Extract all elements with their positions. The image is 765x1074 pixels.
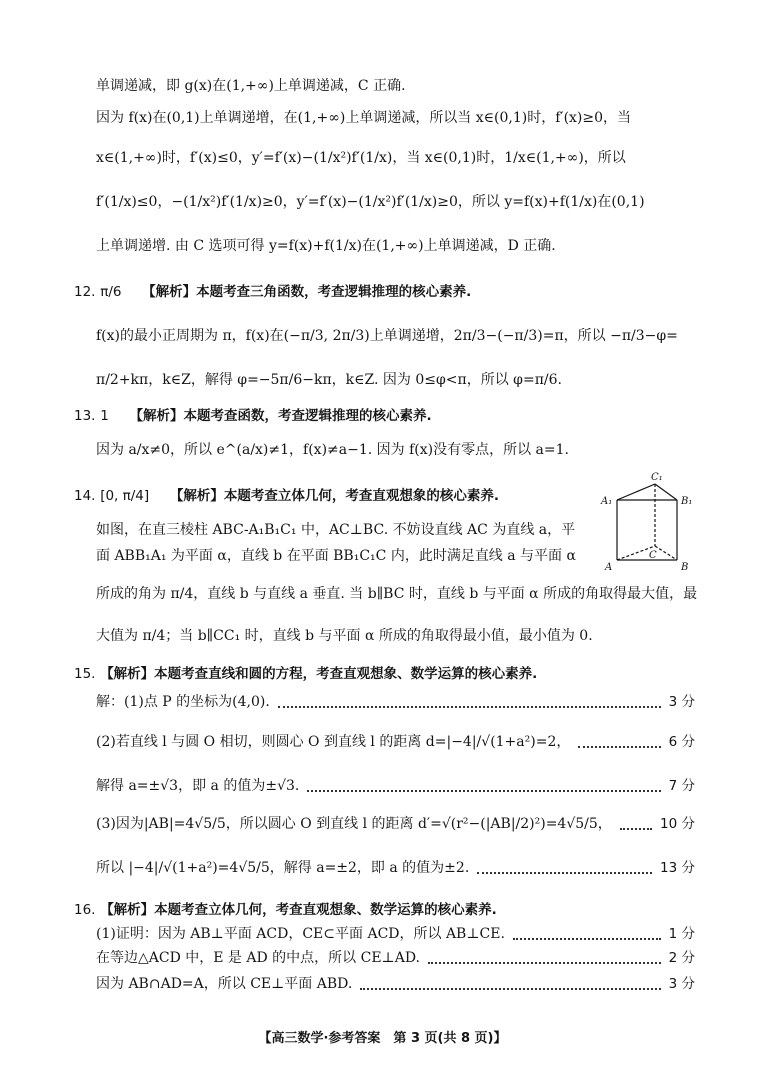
q16-row	[96, 948, 695, 968]
q15-row	[96, 732, 695, 752]
q15-row-score: 7 分	[668, 778, 695, 794]
leader-dots	[307, 780, 660, 792]
q15-row-score: 6 分	[668, 734, 695, 750]
q13-number: 13.	[74, 408, 96, 424]
q13-header-line	[74, 406, 695, 426]
q15-row	[96, 776, 695, 796]
edge-cb	[655, 546, 677, 560]
q16-row	[96, 924, 695, 944]
text-line: 单调递减，即 g(x)在(1,+∞)上单调递减，C 正确.	[96, 78, 406, 94]
leader-dots	[513, 928, 661, 940]
label-b1: B₁	[681, 496, 693, 507]
q16-number: 16.	[74, 902, 96, 918]
q14-answer: [0, π/4]	[100, 488, 150, 504]
q14-line: 所成的角为 π/4，直线 b 与直线 a 垂直. 当 b∥BC 时，直线 b 与平面 α 所成的角取得最大值，最	[96, 586, 698, 602]
q16-row-text: (1)证明：因为 AB⊥平面 ACD，CE⊂平面 ACD，所以 AB⊥CE.	[96, 926, 505, 942]
q15-row	[96, 814, 695, 834]
q12-header-line	[74, 282, 695, 302]
q15-row-text: (2)若直线 l 与圆 O 相切，则圆心 O 到直线 l 的距离 d=|−4|/√(1+a²)=2，	[96, 734, 571, 750]
q15-row-text: 解得 a=±√3，即 a 的值为±√3.	[96, 778, 300, 794]
q15-number: 15.	[74, 666, 96, 682]
label-a1: A₁	[601, 496, 613, 507]
q13-answer: 1	[100, 408, 109, 424]
text-line: 上单调递增. 由 C 选项可得 y=f(x)+f(1/x)在(1,+∞)上单调递减，D 正确.	[96, 238, 556, 254]
edge-a1c1	[617, 484, 655, 500]
q12-number: 12.	[74, 284, 96, 300]
q12-line: π/2+kπ，k∈Z，解得 φ=−5π/6−kπ，k∈Z. 因为 0≤φ<π，所以 φ=π/6.	[96, 372, 562, 388]
q12-line: f(x)的最小正周期为 π，f(x)在(−π/3, 2π/3)上单调递增，2π/3−(−π/3)=π，所以 −π/3−φ=	[96, 328, 678, 344]
q16-row-text: 在等边△ACD 中，E 是 AD 的中点，所以 CE⊥AD.	[96, 950, 421, 966]
label-a: A	[605, 562, 613, 573]
page-footer: 【高三数学·参考答案 第 3 页(共 8 页)】	[258, 1031, 507, 1046]
q16-header: 【解析】本题考查立体几何，考查直观想象、数学运算的核心素养.	[100, 902, 497, 918]
label-b: B	[681, 562, 689, 573]
q13-line: 因为 a/x≠0，所以 e^(a/x)≠1，f(x)≠a−1. 因为 f(x)没有零点，所以 a=1.	[96, 442, 569, 458]
text-line: f′(1/x)≤0，−(1/x²)f′(1/x)≥0，y′=f′(x)−(1/x²)f′(1/x)≥0，所以 y=f(x)+f(1/x)在(0,1)	[96, 194, 645, 210]
q15-row-score: 10 分	[660, 816, 695, 832]
q15-header: 【解析】本题考查直线和圆的方程，考查直观想象、数学运算的核心素养.	[100, 666, 538, 682]
q15-header-line	[74, 664, 695, 684]
prism-figure	[597, 470, 697, 580]
label-c: C	[649, 550, 657, 561]
leader-dots	[428, 952, 661, 964]
q14-line: 如图，在直三棱柱 ABC-A₁B₁C₁ 中，AC⊥BC. 不妨设直线 AC 为直线 a，平	[96, 522, 576, 538]
q16-row-text: 因为 AB∩AD=A，所以 CE⊥平面 ABD.	[96, 976, 353, 992]
q16-row	[96, 974, 695, 994]
q14-line: 面 ABB₁A₁ 为平面 α，直线 b 在平面 BB₁C₁C 内，此时满足直线 a 与平面 α	[96, 548, 576, 564]
leader-dots	[578, 736, 660, 748]
q16-row-score: 1 分	[668, 926, 695, 942]
text-line: x∈(1,+∞)时，f′(x)≤0，y′=f′(x)−(1/x²)f′(1/x)，当 x∈(0,1)时，1/x∈(1,+∞)，所以	[96, 150, 626, 166]
q15-row	[96, 858, 695, 878]
q12-header: 【解析】本题考查三角函数，考查逻辑推理的核心素养.	[142, 284, 472, 300]
q15-row-score: 3 分	[668, 694, 695, 710]
leader-dots	[360, 978, 660, 990]
q14-number: 14.	[74, 488, 96, 504]
q15-row-text: 解：(1)点 P 的坐标为(4,0).	[96, 694, 270, 710]
q16-header-line	[74, 900, 695, 920]
edge-c1b1	[655, 484, 677, 500]
q12-answer: π/6	[100, 284, 122, 300]
q15-row-score: 13 分	[660, 860, 695, 876]
leader-dots	[278, 696, 661, 708]
q16-row-score: 3 分	[668, 976, 695, 992]
q15-row	[96, 692, 695, 712]
leader-dots	[620, 818, 652, 830]
q15-row-text: (3)因为|AB|=4√5/5，所以圆心 O 到直线 l 的距离 d′=√(r²−(|AB|/2)²)=4√5/5，	[96, 816, 612, 832]
q13-header: 【解析】本题考查函数，考查逻辑推理的核心素养.	[129, 408, 432, 424]
label-c1: C₁	[651, 472, 663, 483]
text-line: 因为 f(x)在(0,1)上单调递增，在(1,+∞)上单调递减，所以当 x∈(0,1)时，f′(x)≥0，当	[96, 110, 632, 126]
q16-row-score: 2 分	[668, 950, 695, 966]
q15-row-text: 所以 |−4|/√(1+a²)=4√5/5，解得 a=±2，即 a 的值为±2.	[96, 860, 470, 876]
q14-header: 【解析】本题考查立体几何，考查直观想象的核心素养.	[169, 488, 500, 504]
leader-dots	[477, 862, 652, 874]
q14-line: 大值为 π/4；当 b∥CC₁ 时，直线 b 与平面 α 所成的角取得最小值，最小值为 0.	[96, 628, 593, 644]
